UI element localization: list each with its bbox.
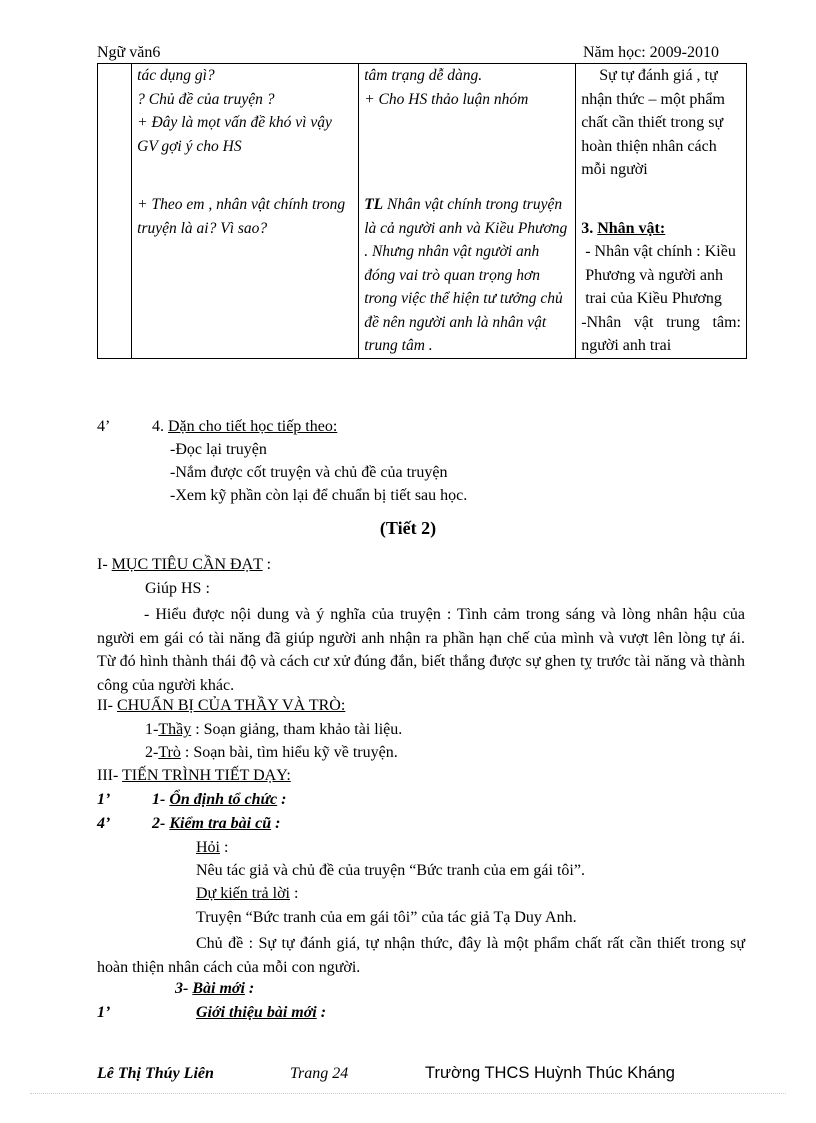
table-text: + Cho HS thảo luận nhóm (364, 90, 529, 108)
table-row (98, 64, 747, 359)
answer-lead: TL (364, 196, 384, 213)
time-cell (98, 64, 132, 359)
question-text: Nêu tác giả và chủ đề của truyện “Bức tranh của em gái tôi”. (196, 862, 585, 879)
table-text: Sự tự đánh giá , tự nhận thức – một phẩm chất cần thiết trong sự hoàn thiện nhân cách mỗi người (581, 67, 725, 178)
footer-school: Trường THCS Huỳnh Thúc Kháng (425, 1064, 675, 1082)
footer-author: Lê Thị Thúy Liên (97, 1065, 214, 1082)
step-time: 1’ (97, 791, 111, 808)
student-activity-cell (359, 64, 576, 359)
step-heading: 3- Bài mới : (175, 980, 255, 997)
table-text: tác dụng gì? (137, 67, 215, 84)
teacher-activity-cell (132, 64, 359, 359)
table-text: - Nhân vật chính : Kiều Phương và người anh trai của Kiều Phương (585, 243, 736, 307)
question-label: Hỏi : (196, 839, 229, 856)
page-divider (30, 1093, 786, 1094)
homework-heading: 4. Dặn cho tiết học tiếp theo: (152, 418, 338, 435)
table-text: + Đây là mọt vấn đề khó vì vậy GV gợi ý cho HS (137, 114, 332, 155)
section-heading: II- CHUẨN BỊ CỦA THẦY VÀ TRÒ: (97, 697, 346, 714)
homework-item: -Đọc lại truyện (170, 441, 267, 458)
table-text: + Theo em , nhân vật chính trong truyện là ai? Vì sao? (137, 196, 346, 237)
answer-label: Dự kiến trả lời : (196, 885, 299, 902)
footer-page-number: Trang 24 (290, 1065, 349, 1082)
intro-heading: Giới thiệu bài mới : (196, 1004, 327, 1021)
content-heading: 3. Nhân vật: (581, 219, 666, 237)
section-heading: I- MỤC TIÊU CẦN ĐẠT : (97, 556, 272, 573)
step-heading: 1- Ổn định tổ chức : (152, 791, 287, 808)
period-title: (Tiết 2) (379, 518, 437, 538)
table-text: TL Nhân vật chính trong truyện là cả người anh và Kiều Phương . Nhưng nhân vật người anh đóng vai trò quan trọng hơn trong việc thể hiện tư tưởng chủ đề nên người anh là nhân vật trung tâm . (364, 196, 568, 354)
homework-time: 4’ (97, 418, 111, 435)
homework-item: -Xem kỹ phần còn lại để chuẩn bị tiết sau học. (170, 487, 468, 504)
homework-item: -Nắm được cốt truyện và chủ đề của truyện (170, 464, 448, 481)
prep-item: 1-Thầy : Soạn giảng, tham khảo tài liệu. (145, 721, 403, 738)
step-time: 1’ (97, 1004, 111, 1021)
header-school-year: Năm học: 2009-2010 (583, 44, 719, 61)
section-intro: Giúp HS : (145, 580, 210, 597)
step-time: 4’ (97, 815, 111, 832)
table-text: tâm trạng dễ dàng. (364, 67, 483, 84)
section-heading: III- TIẾN TRÌNH TIẾT DẠY: (97, 767, 291, 784)
lesson-table (97, 63, 747, 359)
table-text: ? Chủ đề của truyện ? (137, 90, 275, 108)
answer-paragraph: Chủ đề : Sự tự đánh giá, tự nhận thức, đây là một phẩm chất rất cần thiết trong sự hoàn thiện nhân cách của mỗi con người. (97, 935, 745, 976)
table-text: -Nhân vật trung tâm: người anh trai (581, 313, 741, 354)
step-heading: 2- Kiểm tra bài cũ : (152, 815, 281, 832)
answer-text: Truyện “Bức tranh của em gái tôi” của tác giả Tạ Duy Anh. (196, 909, 577, 926)
header-subject: Ngữ văn6 (97, 44, 161, 61)
content-cell (576, 64, 747, 359)
prep-item: 2-Trò : Soạn bài, tìm hiểu kỹ về truyện. (145, 744, 398, 761)
objective-paragraph: - Hiểu được nội dung và ý nghĩa của truyện : Tình cảm trong sáng và lòng nhân hậu của người em gái có tài năng đã giúp người anh nhận ra phần hạn chế của mình và vượt lên lòng tự ái. Từ đó hình thành thái độ và cách cư xử đúng đắn, biết thắng được sự ghen tỵ trước tài năng và thành công của người khác. (97, 606, 745, 694)
